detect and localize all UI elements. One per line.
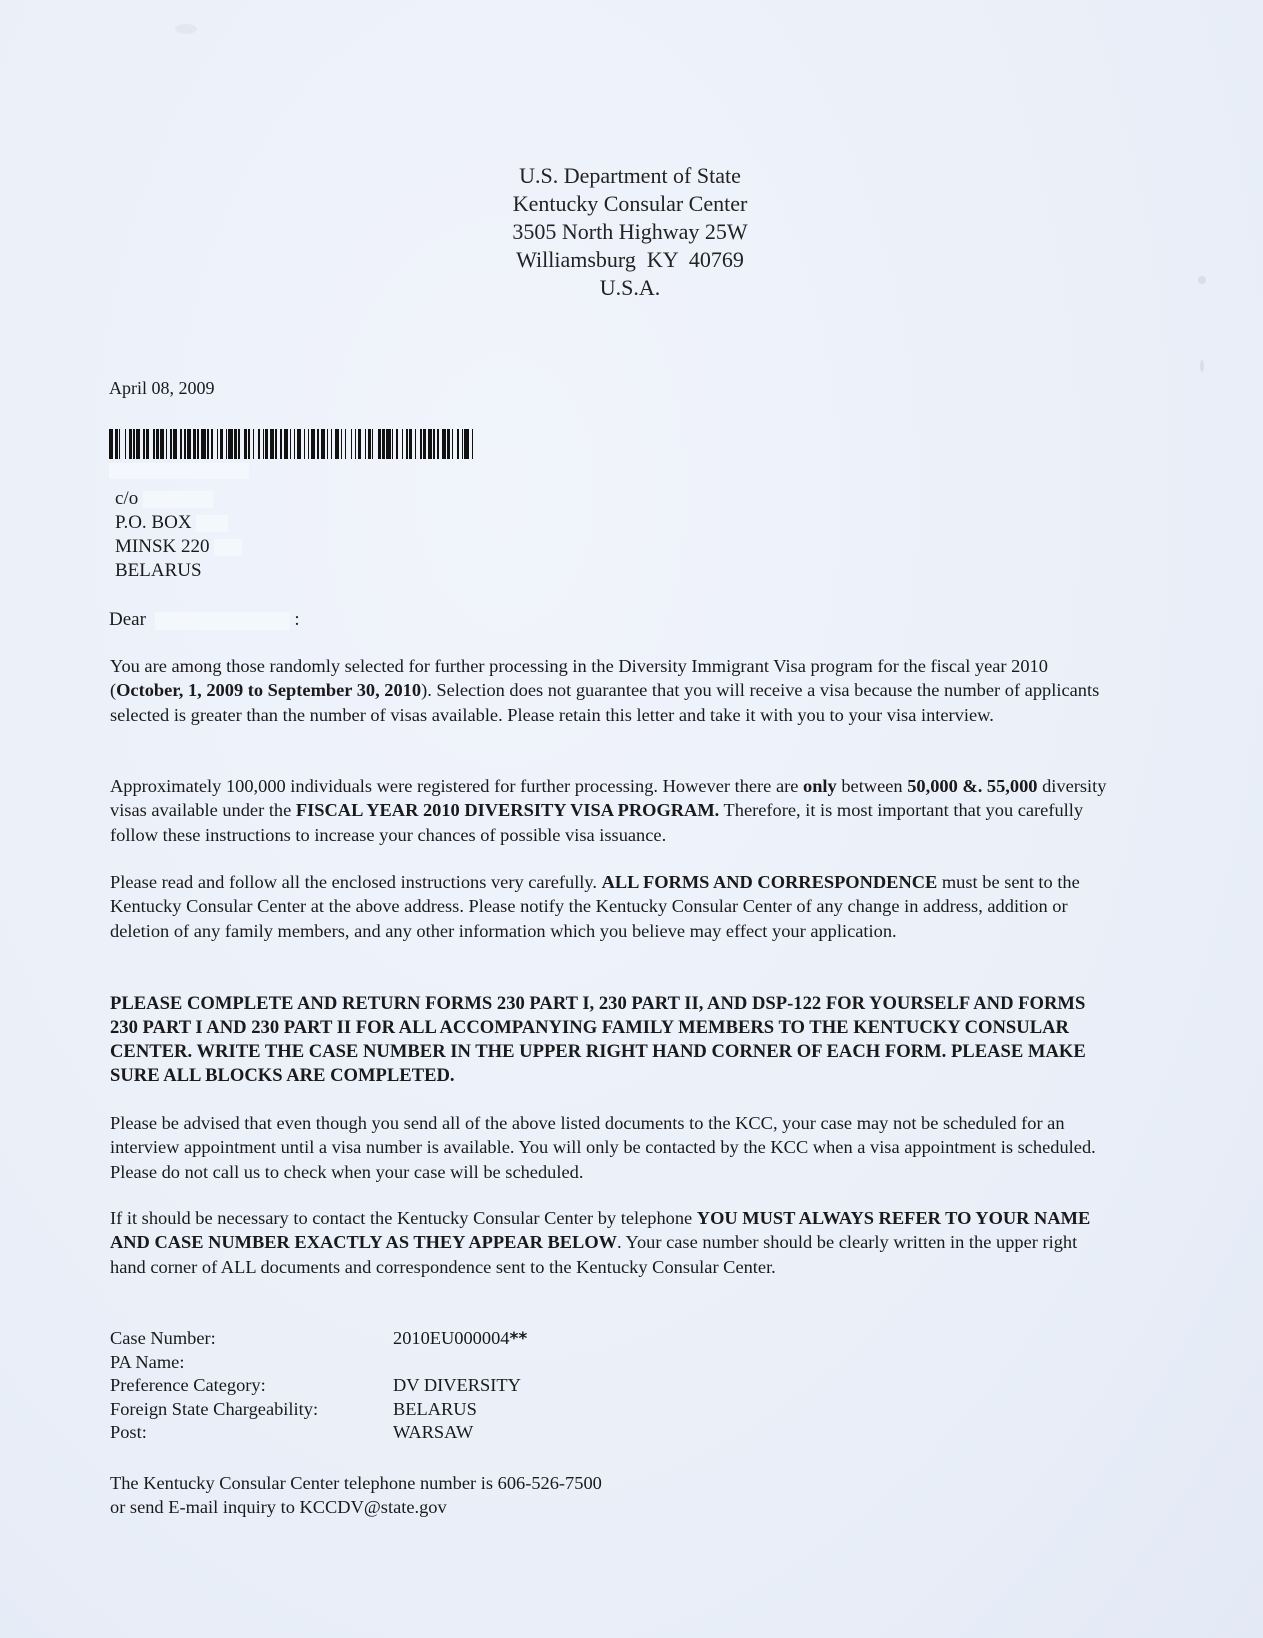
case-number-text: 2010EU000004	[393, 1328, 510, 1348]
redacted-co	[143, 491, 213, 508]
program-name: FISCAL YEAR 2010 DIVERSITY VISA PROGRAM.	[295, 800, 720, 821]
redacted-postcode	[214, 539, 242, 556]
preference-value: DV DIVERSITY	[393, 1375, 521, 1395]
paragraph-contact	[110, 1206, 1110, 1279]
case-number-row	[110, 1327, 527, 1351]
case-number-suffix: **	[509, 1329, 528, 1349]
chargeability-row	[110, 1398, 527, 1422]
recipient-country: BELARUS	[115, 560, 202, 581]
barcode-bar	[473, 429, 476, 459]
paragraph-1-text-a: You are among those randomly selected for further processing in the Diversity Immigrant Visa program for the fiscal year 2010 (	[110, 656, 1048, 701]
salutation	[109, 609, 300, 631]
sender-address	[400, 162, 860, 302]
paragraph-scheduling: Please be advised that even though you send all of the above listed documents to the KCC, your case may not be scheduled for an interview appointment until a visa number is available. You will only be contacted by the KCC when a visa appointment is scheduled. Please do not call us to check when your case will be scheduled.	[110, 1113, 1096, 1182]
paragraph-2-text-c: between	[836, 776, 908, 796]
paragraph-forms-notice: PLEASE COMPLETE AND RETURN FORMS 230 PART I, 230 PART II, AND DSP-122 FOR YOURSELF AND FORMS 230 PART I AND 230 PART II FOR ALL ACCOMPANYING FAMILY MEMBERS TO THE KENTUCKY CONSULAR CENTER. WRITE THE CASE NUMBER IN THE UPPER RIGHT HAND CORNER OF EACH FORM. PLEASE MAKE SURE ALL BLOCKS ARE COMPLETED.	[110, 993, 1086, 1086]
kcc-phone-line: The Kentucky Consular Center telephone number is 606-526-7500	[110, 1473, 602, 1493]
pa-name-label: PA Name:	[110, 1351, 185, 1372]
letter-date: April 08, 2009	[109, 378, 215, 398]
recipient-po-line	[115, 511, 242, 535]
fiscal-year-dates: October, 1, 2009 to September 30, 2010	[116, 680, 422, 701]
chargeability-label: Foreign State Chargeability:	[110, 1398, 319, 1419]
contact-footer	[110, 1471, 602, 1519]
case-details	[110, 1327, 527, 1445]
barcode	[109, 429, 477, 459]
chargeability-value: BELARUS	[393, 1398, 477, 1419]
forms-correspondence-emphasis: ALL FORMS AND CORRESPONDENCE	[601, 872, 938, 892]
kcc-email-line: or send E-mail inquiry to KCCDV@state.gov	[110, 1497, 447, 1517]
paragraph-selection	[110, 654, 1110, 727]
paragraph-3-text-c: must be sent to the Kentucky Consular Center at the above address. Please notify the Kentucky Consular Center of any change in address, addition or deletion of any family members, and any other information which you believe may effect your application.	[110, 872, 1080, 941]
paragraph-instructions	[110, 870, 1110, 943]
pa-name-row	[110, 1351, 527, 1375]
sender-line-5: U.S.A.	[599, 275, 661, 300]
recipient-city: MINSK 220	[115, 536, 210, 557]
paragraph-2-text-g: Therefore, it is most important that you carefully follow these instructions to increase your chances of possible visa issuance.	[110, 800, 1084, 845]
post-row	[110, 1421, 527, 1445]
paragraph-6-text-a: If it should be necessary to contact the Kentucky Consular Center by telephone	[110, 1208, 697, 1228]
preference-label: Preference Category:	[110, 1375, 266, 1395]
recipient-city-line	[115, 535, 242, 559]
salutation-colon: :	[294, 609, 300, 630]
paragraph-6-text-c: . Your case number should be clearly written in the upper right hand corner of ALL documents and correspondence sent to the Kentucky Consular Center.	[110, 1232, 1078, 1277]
preference-row	[110, 1374, 527, 1398]
sender-line-1: U.S. Department of State	[519, 163, 741, 188]
paragraph-registration	[110, 774, 1110, 847]
post-value: WARSAW	[393, 1422, 474, 1442]
recipient-po-label: P.O. BOX	[115, 512, 192, 533]
paragraph-3-text-a: Please read and follow all the enclosed instructions very carefully.	[110, 872, 602, 892]
scan-speck	[1200, 360, 1204, 372]
paragraph-2-only: only	[803, 776, 837, 796]
recipient-co-line	[115, 487, 242, 511]
scan-speck	[1198, 276, 1206, 284]
redacted-po	[196, 515, 228, 532]
redacted-name	[109, 463, 249, 479]
scan-speck	[175, 24, 197, 34]
paragraph-2-text-a: Approximately 100,000 individuals were registered for further processing. However there are	[110, 776, 803, 796]
paragraph-2-text-e: diversity visas available under the	[110, 776, 1107, 821]
paragraph-1-text-c: ). Selection does not guarantee that you will receive a visa because the number of applicants selected is greater than the number of visas available. Please retain this letter and take it with you to your visa interview.	[110, 680, 1100, 725]
recipient-address	[115, 487, 242, 583]
case-number-value	[393, 1327, 527, 1351]
sender-line-4: Williamsburg KY 40769	[516, 247, 744, 272]
sender-line-2: Kentucky Consular Center	[512, 191, 748, 216]
case-number-label: Case Number:	[110, 1328, 216, 1348]
post-label: Post:	[110, 1422, 147, 1442]
visa-count-range: 50,000 &. 55,000	[907, 776, 1038, 796]
sender-line-3: 3505 North Highway 25W	[512, 219, 748, 244]
redacted-addressee	[155, 612, 290, 630]
recipient-co-label: c/o	[115, 488, 139, 509]
contact-emphasis: YOU MUST ALWAYS REFER TO YOUR NAME AND CASE NUMBER EXACTLY AS THEY APPEAR BELOW	[110, 1208, 1091, 1253]
salutation-dear: Dear	[109, 609, 146, 630]
